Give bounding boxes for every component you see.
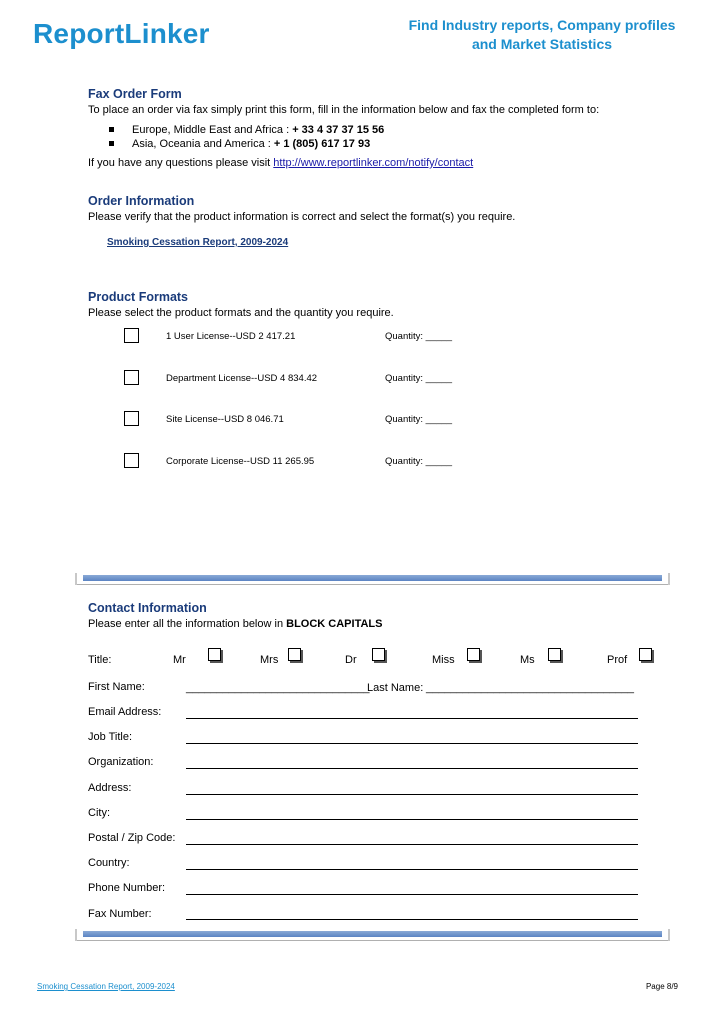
city-field[interactable] [186,819,638,820]
section-divider [75,929,670,941]
order-intro: Please verify that the product information is correct and select the format(s) you require. [88,211,516,223]
fax-region-asia [109,137,370,151]
job-title-field[interactable] [186,743,638,744]
contact-intro-text: Please enter all the information below in [88,618,287,630]
tagline-line-1: Find Industry reports, Company profiles [408,17,676,33]
format-label: Corporate License--USD 11 265.95 [166,456,315,467]
title-option-mrs: Mrs [260,654,279,666]
header-tagline [392,16,692,54]
title-checkbox-mrs[interactable] [288,648,301,661]
title-option-mr: Mr [173,654,186,666]
contact-intro [88,617,382,631]
region-number: + 1 (805) 617 17 93 [273,138,371,150]
order-info-heading: Order Information [88,194,195,208]
title-checkbox-miss[interactable] [467,648,480,661]
format-checkbox-single-user[interactable] [124,328,139,343]
format-label: Site License--USD 8 046.71 [166,414,284,425]
format-checkbox-site[interactable] [124,411,139,426]
quantity-field[interactable]: Quantity: _____ [385,373,453,384]
tagline-line-2: and Market Statistics [471,36,613,52]
contact-link[interactable]: http://www.reportlinker.com/notify/contact [273,157,474,169]
country-label: Country: [88,857,130,869]
section-divider [75,573,670,585]
fax-number-field[interactable] [186,919,638,920]
title-checkbox-prof[interactable] [639,648,652,661]
footer-report-link[interactable]: Smoking Cessation Report, 2009-2024 [37,982,175,991]
product-link[interactable]: Smoking Cessation Report, 2009-2024 [107,237,289,248]
region-number: + 33 4 37 37 15 56 [292,124,385,136]
email-label: Email Address: [88,706,162,718]
city-label: City: [88,807,110,819]
block-capitals: BLOCK CAPITALS [286,618,383,630]
address-label: Address: [88,782,132,794]
title-option-dr: Dr [345,654,357,666]
fax-questions [88,156,473,170]
first-name-label: First Name: [88,681,145,693]
bullet-icon [109,127,114,132]
bullet-icon [109,141,114,146]
phone-number-label: Phone Number: [88,882,166,894]
page-number: Page 8/9 [645,982,678,991]
address-field[interactable] [186,794,638,795]
fax-intro: To place an order via fax simply print this form, fill in the information below and fax the completed form to: [88,104,600,116]
region-label: Asia, Oceania and America : [132,138,274,150]
title-checkbox-mr[interactable] [208,648,221,661]
quantity-field[interactable]: Quantity: _____ [385,414,453,425]
quantity-field[interactable]: Quantity: _____ [385,456,453,467]
postal-code-field[interactable] [186,844,638,845]
job-title-label: Job Title: [88,731,133,743]
title-option-miss: Miss [432,654,455,666]
format-checkbox-corporate[interactable] [124,453,139,468]
postal-code-label: Postal / Zip Code: [88,832,176,844]
title-label: Title: [88,654,112,666]
organization-field[interactable] [186,768,638,769]
region-label: Europe, Middle East and Africa : [132,124,293,136]
phone-number-field[interactable] [186,894,638,895]
title-option-ms: Ms [520,654,535,666]
title-option-prof: Prof [607,654,628,666]
format-label: 1 User License--USD 2 417.21 [166,331,296,342]
first-name-field[interactable]: ______________________________ [186,682,370,694]
country-field[interactable] [186,869,638,870]
last-name-field[interactable]: __________________________________ [426,682,635,694]
organization-label: Organization: [88,756,154,768]
format-checkbox-department[interactable] [124,370,139,385]
product-formats-heading: Product Formats [88,290,189,304]
questions-prefix: If you have any questions please visit [88,157,274,169]
fax-order-heading: Fax Order Form [88,87,182,101]
fax-number-label: Fax Number: [88,908,152,920]
fax-region-europe [109,123,384,137]
title-checkbox-ms[interactable] [548,648,561,661]
title-checkbox-dr[interactable] [372,648,385,661]
contact-info-heading: Contact Information [88,601,207,615]
formats-intro: Please select the product formats and the quantity you require. [88,307,394,319]
reportlinker-logo: ReportLinker [33,18,210,49]
quantity-field[interactable]: Quantity: _____ [385,331,453,342]
format-label: Department License--USD 4 834.42 [166,373,318,384]
last-name-label: Last Name: [367,682,424,694]
email-field[interactable] [186,718,638,719]
